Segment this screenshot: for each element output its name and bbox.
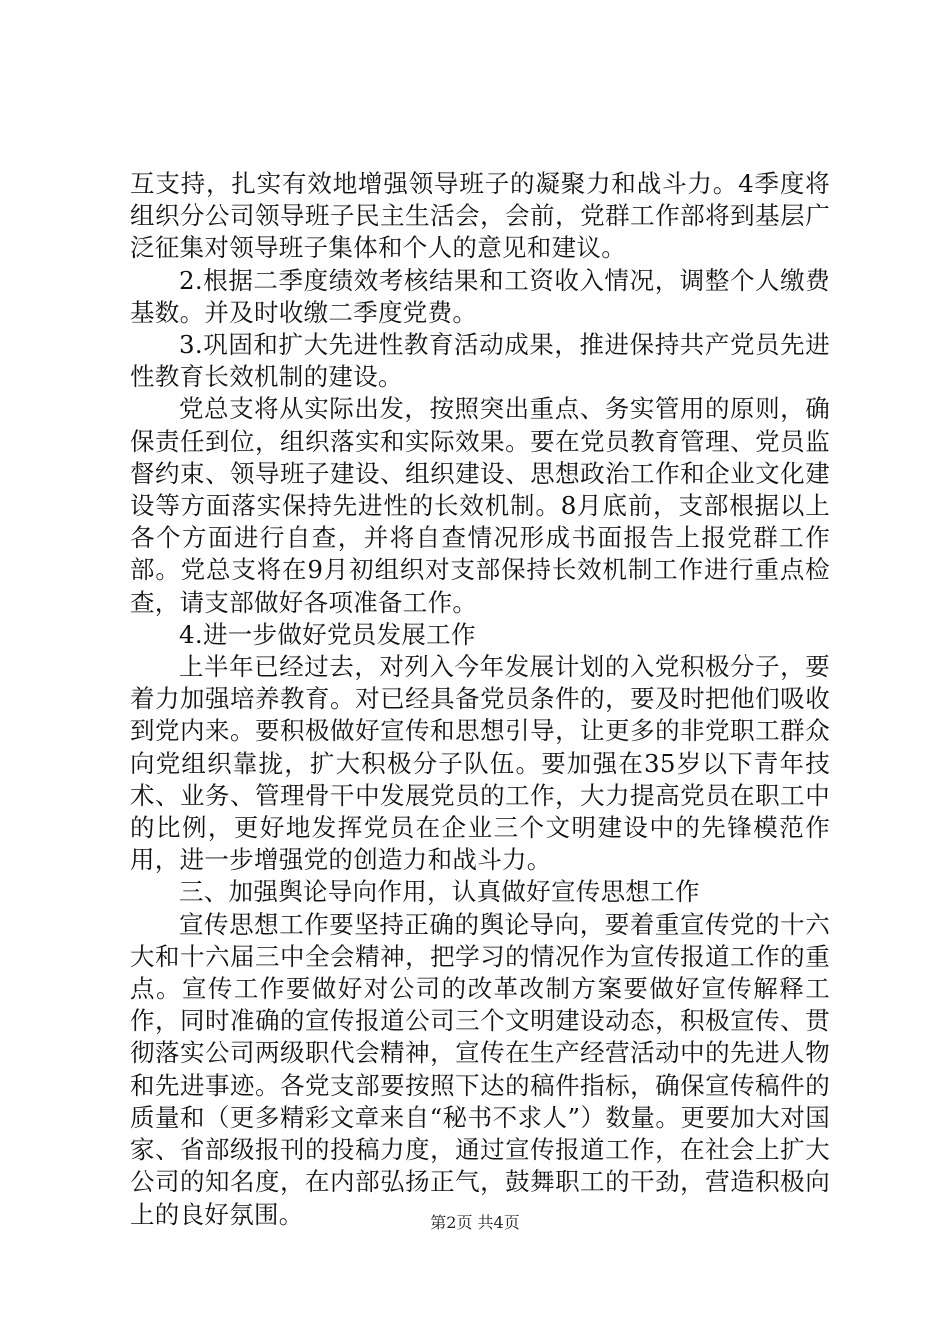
section-heading: 三、加强舆论导向作用，认真做好宣传思想工作 [179, 877, 700, 907]
paragraph: 宣传思想工作要坚持正确的舆论导向，要着重宣传党的十六大和十六届三中全会精神，把学习的情况作为宣传报道工作的重点。宣传工作要做好对公司的改革改制方案要做好宣传解释工作，同时准确的宣传报道公司三个文明建设动态，积极宣传、贯彻落实公司两级职代会精神，宣传在生产经营活动中的先进人物和先进事迹。各党支部要按照下达的稿件指标，确保宣传稿件的质量和（更多精彩文章来自“秘书不求人”）数量。更要加大对国家、省部级报刊的投稿力度，通过宣传报道工作，在社会上扩大公司的知名度，在内部弘扬正气，鼓舞职工的干劲，营造积极向上的良好氛围。 [130, 909, 830, 1229]
paragraph: 党总支将从实际出发，按照突出重点、务实管用的原则，确保责任到位，组织落实和实际效果。要在党员教育管理、党员监督约束、领导班子建设、组织建设、思想政治工作和企业文化建设等方面落实保持先进性的长效机制。8月底前，支部根据以上各个方面进行自查，并将自查情况形成书面报告上报党群工作部。党总支将在9月初组织对支部保持长效机制工作进行重点检查，请支部做好各项准备工作。 [130, 394, 831, 617]
paragraph: 3.巩固和扩大先进性教育活动成果，推进保持共产党员先进性教育长效机制的建设。 [130, 330, 830, 392]
document-body [130, 168, 830, 1231]
paragraph: 上半年已经过去，对列入今年发展计划的入党积极分子，要着力加强培养教育。对已经具备党员条件的，要及时把他们吸收到党内来。要积极做好宣传和思想引导，让更多的非党职工群众向党组织靠拢，扩大积极分子队伍。要加强在35岁以下青年技术、业务、管理骨干中发展党员的工作，大力提高党员在职工中的比例，更好地发挥党员在企业三个文明建设中的先锋模范作用，进一步增强党的创造力和战斗力。 [130, 652, 830, 875]
section-heading: 4.进一步做好党员发展工作 [179, 619, 476, 649]
paragraph: 互支持，扎实有效地增强领导班子的凝聚力和战斗力。4季度将组织分公司领导班子民主生活会，会前，党群工作部将到基层广泛征集对领导班子集体和个人的意见和建议。 [130, 169, 830, 263]
page-footer: 第2页 共4页 [430, 1213, 520, 1232]
paragraph: 2.根据二季度绩效考核结果和工资收入情况，调整个人缴费基数。并及时收缴二季度党费。 [130, 265, 830, 327]
